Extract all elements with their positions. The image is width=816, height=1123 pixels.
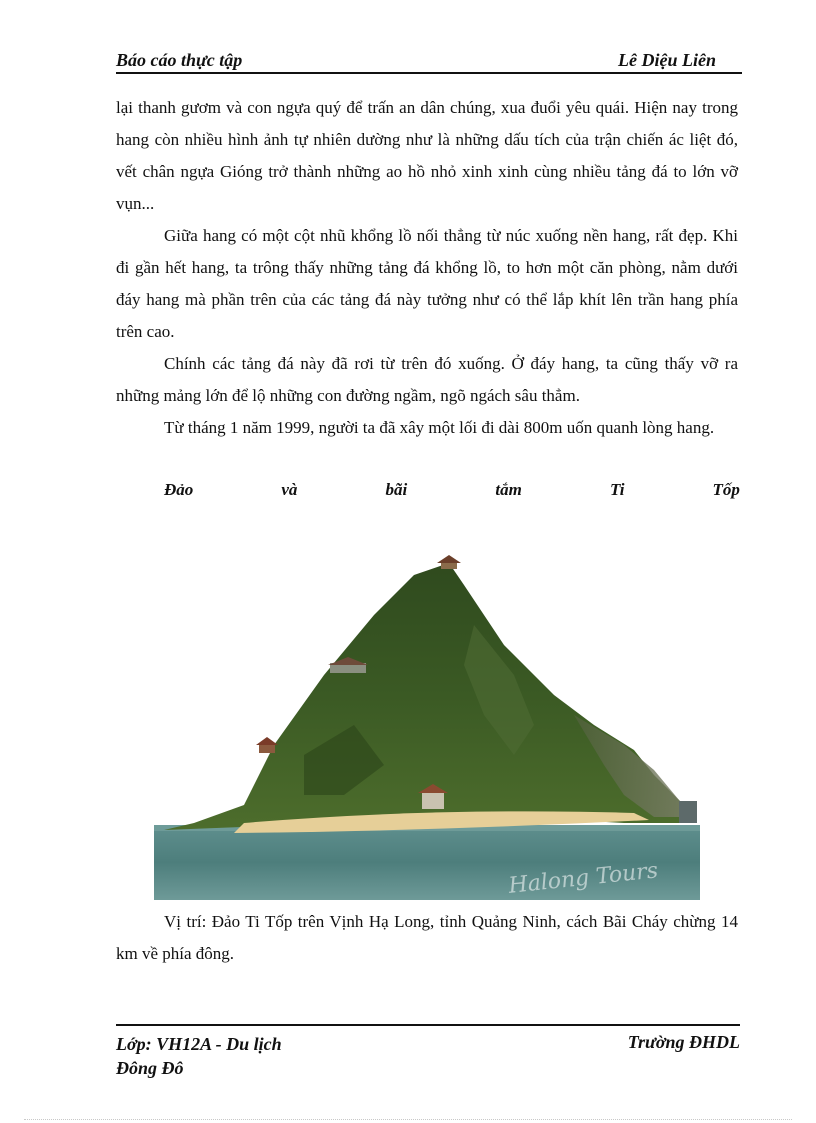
paragraph-3: Chính các tảng đá này đã rơi từ trên đó xuống. Ở đáy hang, ta cũng thấy vỡ ra những mảng lớn để lộ những con đường ngầm, ngõ ngách sâu thẳm. (116, 354, 738, 405)
paragraph-1: lại thanh gươm và con ngựa quý để trấn an dân chúng, xua đuổi yêu quái. Hiện nay trong hang còn nhiều hình ảnh tự nhiên dường như là những dấu tích của trận chiến ác liệt đó, vết chân ngựa Gióng trở thành những ao hồ nhỏ xinh xinh cùng nhiều tảng đá to lớn vỡ vụn... (116, 98, 738, 213)
header-report-title: Báo cáo thực tập (116, 50, 243, 70)
caption-paragraph: Vị trí: Đảo Ti Tốp trên Vịnh Hạ Long, tỉnh Quảng Ninh, cách Bãi Cháy chừng 14 km về phía đông. (116, 912, 738, 963)
section-title-word: Đảo (164, 480, 194, 499)
section-title-word: tắm (495, 480, 522, 499)
footer-class-info (116, 1032, 282, 1080)
page-edge-divider (24, 1119, 792, 1120)
body-text (116, 92, 738, 444)
photo-caption (116, 906, 738, 970)
page-header (116, 48, 742, 74)
paragraph-2: Giữa hang có một cột nhũ khổng lồ nối thẳng từ núc xuống nền hang, rất đẹp. Khi đi gần hết hang, ta trông thấy những tảng đá khổng lồ, to hơn một căn phòng, nằm dưới đáy hang mà phần trên của các tảng đá này tưởng như có thể lắp khít lên trần hang phía trên cao. (116, 226, 738, 341)
section-title-word: và (281, 480, 298, 499)
section-title-word: bãi (385, 480, 408, 499)
island-photo (154, 555, 700, 900)
island-photo-svg (154, 555, 700, 900)
footer-class-line2: Đông Đô (116, 1058, 184, 1078)
footer-school: Trường ĐHDL (627, 1032, 740, 1052)
section-title-word: Tốp (712, 480, 740, 499)
section-title-word: Ti (609, 480, 625, 499)
photo-watermark: Halong Tours (507, 858, 660, 899)
header-author: Lê Diệu Liên (618, 50, 716, 70)
paragraph-4: Từ tháng 1 năm 1999, người ta đã xây một lối đi dài 800m uốn quanh lòng hang. (164, 418, 715, 437)
section-title (164, 480, 740, 510)
page-footer (116, 1024, 740, 1078)
footer-class-line1: Lớp: VH12A - Du lịch (116, 1034, 282, 1054)
